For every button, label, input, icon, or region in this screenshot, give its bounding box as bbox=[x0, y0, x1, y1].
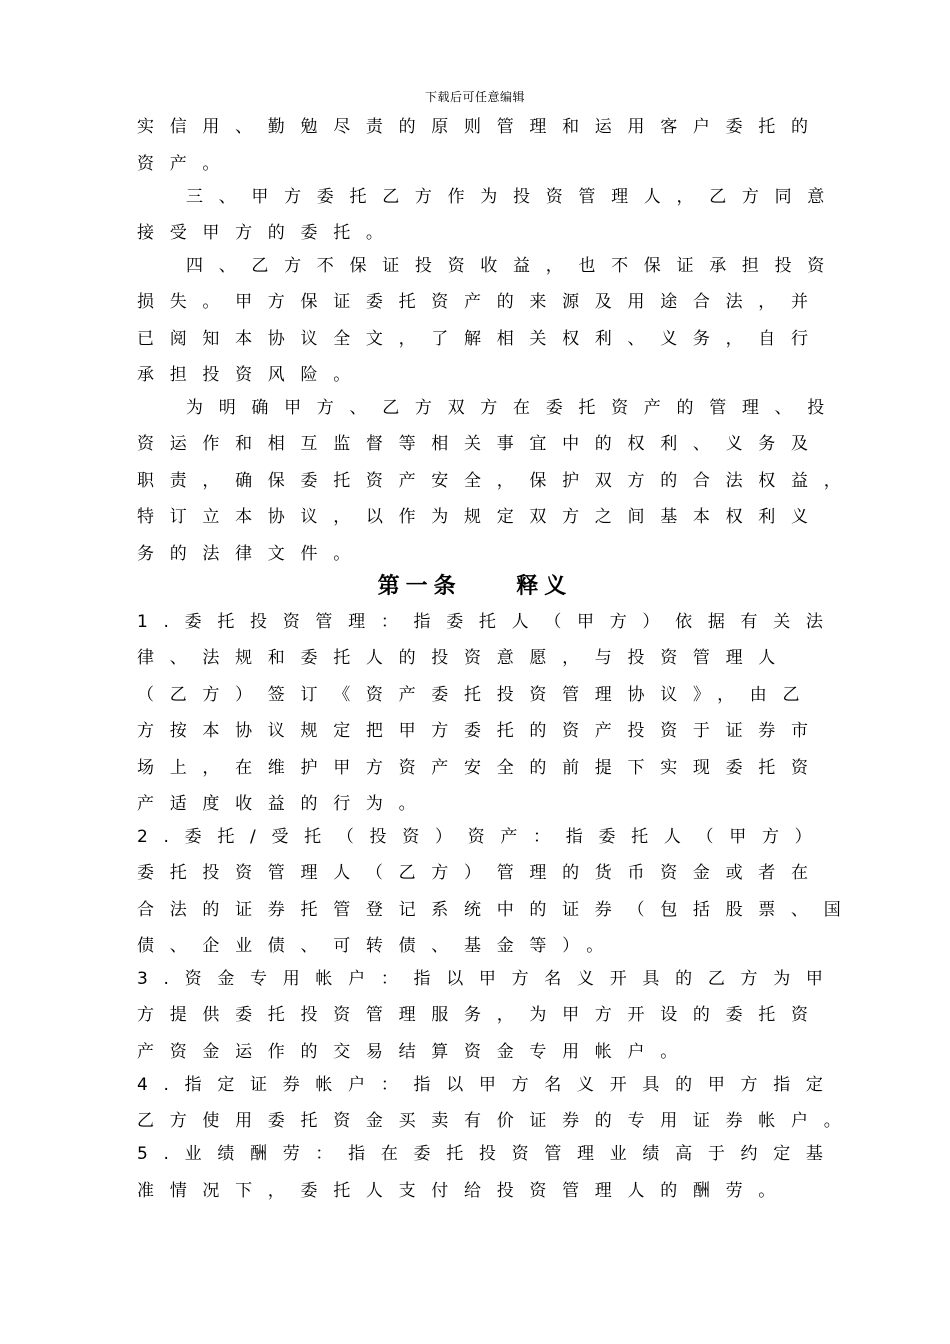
text-line: 接受甲方的委托。 bbox=[137, 223, 399, 243]
definition-line: 债、企业债、可转债、基金等）。 bbox=[137, 936, 619, 956]
definition-line: 准情况下，委托人支付给投资管理人的酬劳。 bbox=[137, 1181, 791, 1201]
definition-line: 3.资金专用帐户：指以甲方名义开具的乙方为甲 bbox=[137, 969, 839, 989]
definition-line: 场上，在维护甲方资产安全的前提下实现委托资 bbox=[137, 758, 824, 778]
text-line: 职责，确保委托资产安全，保护双方的合法权益， bbox=[137, 471, 857, 491]
text-line: 承担投资风险。 bbox=[137, 365, 366, 385]
text-line: 资运作和相互监督等相关事宜中的权利、义务及 bbox=[137, 434, 824, 454]
text-line: 为明确甲方、乙方双方在委托资产的管理、投 bbox=[186, 398, 840, 418]
text-line: 务的法律文件。 bbox=[137, 544, 366, 564]
definition-line: 方提供委托投资管理服务，为甲方开设的委托资 bbox=[137, 1005, 824, 1025]
text-line: 特订立本协议，以作为规定双方之间基本权利义 bbox=[137, 507, 824, 527]
definition-line: 4.指定证券帐户：指以甲方名义开具的甲方指定 bbox=[137, 1075, 839, 1095]
text-line: 三、甲方委托乙方作为投资管理人，乙方同意 bbox=[186, 187, 840, 207]
text-line: 已阅知本协议全文，了解相关权利、义务，自行 bbox=[137, 329, 824, 349]
text-line: 实信用、勤勉尽责的原则管理和运用客户委托的 bbox=[137, 117, 824, 137]
page-header: 下载后可任意编辑 bbox=[424, 90, 525, 104]
definition-line: 1.委托投资管理：指委托人（甲方）依据有关法 bbox=[137, 612, 839, 632]
definition-line: 2.委托/受托（投资）资产：指委托人（甲方） bbox=[137, 827, 828, 847]
definition-line: 律、法规和委托人的投资意愿，与投资管理人 bbox=[137, 648, 791, 668]
definition-line: 乙方使用委托资金买卖有价证券的专用证券帐户。 bbox=[137, 1111, 857, 1131]
definition-line: 产资金运作的交易结算资金专用帐户。 bbox=[137, 1042, 693, 1062]
text-line: 资产。 bbox=[137, 154, 236, 174]
section-heading: 第一条 释义 bbox=[377, 574, 573, 599]
text-line: 损失。甲方保证委托资产的来源及用途合法，并 bbox=[137, 292, 824, 312]
definition-line: 合法的证券托管登记系统中的证券（包括股票、国 bbox=[137, 900, 857, 920]
definition-line: 方按本协议规定把甲方委托的资产投资于证券市 bbox=[137, 721, 824, 741]
definition-line: （乙方）签订《资产委托投资管理协议》，由乙 bbox=[137, 685, 816, 705]
text-line: 四、乙方不保证投资收益，也不保证承担投资 bbox=[186, 256, 840, 276]
definition-line: 产适度收益的行为。 bbox=[137, 794, 432, 814]
definition-line: 委托投资管理人（乙方）管理的货币资金或者在 bbox=[137, 863, 824, 883]
definition-line: 5.业绩酬劳：指在委托投资管理业绩高于约定基 bbox=[137, 1144, 839, 1164]
